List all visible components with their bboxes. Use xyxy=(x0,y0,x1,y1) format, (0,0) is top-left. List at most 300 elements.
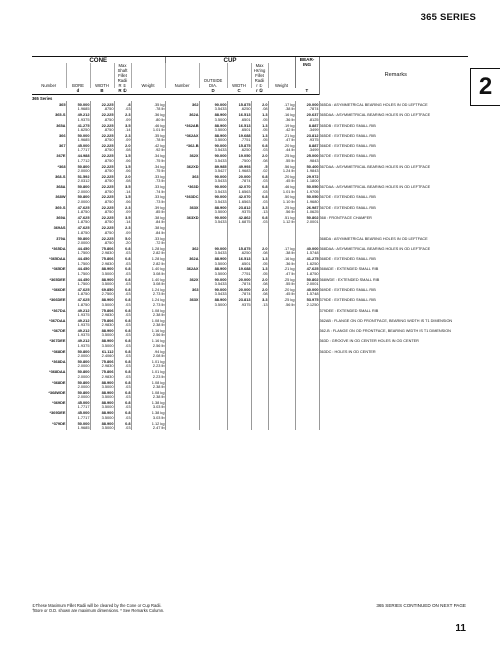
cone-width-value: 22.225 xyxy=(90,194,114,200)
housing-fillet-value: .05 xyxy=(251,262,268,266)
cone-width-value: 88.900 xyxy=(90,410,114,416)
bore-value: 47.625 xyxy=(66,286,90,292)
shaft-fillet-value: .03 xyxy=(114,251,131,255)
bearing-width-value: 20.000 xyxy=(295,101,319,107)
cone-width-value: 3.5000 xyxy=(90,272,114,276)
shaft-fillet-value: 2.3 xyxy=(114,225,131,231)
cone-weight-value: 1.08 kg xyxy=(131,389,165,395)
bore-value: 1.6250 xyxy=(66,128,90,132)
shaft-fillet-value: 0.8 xyxy=(114,369,131,375)
cup-weight-value: .36 lb xyxy=(268,262,295,266)
shaft-fillet-value: 0.8 xyxy=(114,328,131,334)
cup-number: *362AB xyxy=(165,122,199,128)
cone-number: 368A xyxy=(56,184,66,190)
cup-weight-value: .44 lb xyxy=(268,148,295,152)
cone-width-value: 3.5000 xyxy=(90,344,114,348)
cup-width-value: 19.050 xyxy=(227,153,251,159)
cone-width-value: 75.806 xyxy=(90,369,114,375)
bearing-width-value: 50.400 xyxy=(295,163,319,169)
cup-number: 362 xyxy=(165,101,199,107)
od-value: 90.000 xyxy=(199,101,227,107)
cup-weight-value: .38 lb xyxy=(268,107,295,111)
cup-weight-value: .38 lb xyxy=(268,251,295,255)
cup-width-value: 1.6875 xyxy=(227,220,251,224)
cone-width-value: .8750 xyxy=(90,138,114,142)
cup-width-value xyxy=(227,426,251,430)
bearing-width-value: .3499 xyxy=(295,128,319,132)
bore-value: 50.800 xyxy=(66,379,90,385)
cone-weight-value: 1.01 lb xyxy=(131,128,165,132)
cone-number: 379A xyxy=(56,235,66,241)
cone-width-value: .8750 xyxy=(90,220,114,224)
housing-fillet-value: .08 xyxy=(251,251,268,255)
bore-value: 45.000 xyxy=(66,142,90,148)
remarks-cell: 379DEE : EXTENDED SMALL RIB xyxy=(319,307,468,317)
cone-width-value: 2.7500 xyxy=(90,292,114,296)
cone-weight-value: 2.56 lb xyxy=(131,333,165,337)
bearing-width-value: 1.9680 xyxy=(295,200,319,204)
od-value: 3.5000 xyxy=(199,262,227,266)
cup-number: *362-B xyxy=(165,142,199,148)
shaft-fillet-value: .06 xyxy=(114,169,131,173)
cup-weight-value: .56 kg xyxy=(268,163,295,169)
cup-weight-value: .19 kg xyxy=(268,122,295,128)
bore-value: 1.8750 xyxy=(66,220,90,224)
cup-weight-value: 1.12 lb xyxy=(268,220,295,224)
cone-weight-value: 3.03 lb xyxy=(131,405,165,409)
remarks-cell: 368ADE : EXTENDED SMALL RIB xyxy=(319,266,468,276)
bore-value: 1.9685 xyxy=(66,426,90,430)
housing-fillet-value: .05 xyxy=(251,118,268,122)
bore-value: 50.800 xyxy=(66,369,90,375)
cup-weight-value: .25 kg xyxy=(268,276,295,282)
housing-fillet-value: .05 xyxy=(251,138,268,142)
housing-fillet-value: 0.8 xyxy=(251,173,268,179)
cone-number: *369DE xyxy=(52,400,66,406)
remarks-cell: 367DE : EXTENDED SMALL RIB xyxy=(319,204,468,214)
remarks-cell: 363DC : HOLES IN OD CENTER xyxy=(319,348,468,358)
shaft-fillet-value: .14 xyxy=(114,220,131,224)
shaft-fillet-value: 0.8 xyxy=(114,266,131,272)
cone-number: *379DE xyxy=(52,420,66,426)
shaft-fillet-header: Max Shaft Fillet Radii R ① xyxy=(114,63,131,88)
remarks-cell: 369DE : EXTENDED SMALL RIB xyxy=(319,286,468,296)
cone-weight-value: .39 kg xyxy=(131,204,165,210)
bearing-width-value: 40.000 xyxy=(295,286,319,292)
cone-width-value: 3.5000 xyxy=(90,416,114,420)
cup-weight-value: .45 lb xyxy=(268,179,295,183)
cup-number: *363D xyxy=(165,184,199,190)
housing-fillet-value: 2.0 xyxy=(251,153,268,159)
bore-value: 1.7717 xyxy=(66,416,90,420)
cone-weight-value: 1.40 kg xyxy=(131,266,165,272)
cone-weight-value: 1.08 kg xyxy=(131,317,165,323)
cone-weight-value: 2.38 lb xyxy=(131,385,165,389)
cone-width-value: 88.900 xyxy=(90,400,114,406)
cone-number: *368DE xyxy=(52,379,66,385)
cone-width-header: WIDTH xyxy=(90,63,114,88)
cone-width-value: 88.900 xyxy=(90,420,114,426)
remarks-cell xyxy=(319,400,468,410)
cup-number: 362AX xyxy=(165,266,199,272)
cone-weight-value: 1.28 kg xyxy=(131,245,165,251)
remarks-cell: 367DAA : ASYMMETRICAL BEARING HOLES IN OD LEFTFACE xyxy=(319,184,468,194)
od-value: 3.5000 xyxy=(199,303,227,307)
housing-fillet-value: .03 xyxy=(251,200,268,204)
cup-width-value: 20.000 xyxy=(227,286,251,292)
housing-fillet-value: 1.3 xyxy=(251,112,268,118)
cone-weight-value: .84 lb xyxy=(131,220,165,224)
cone-weight-value: 3.08 lb xyxy=(131,272,165,276)
bore-value: 50.800 xyxy=(66,194,90,200)
cone-weight-value: .33 kg xyxy=(131,184,165,190)
cone-width-value: 2.9830 xyxy=(90,375,114,379)
cup-width-value: 20.000 xyxy=(227,173,251,179)
footnotes xyxy=(32,603,164,613)
housing-fillet-value: 1.3 xyxy=(251,132,268,138)
shaft-fillet-value: .8 xyxy=(114,101,131,107)
cone-width-value: 2.9830 xyxy=(90,262,114,266)
cup-width-value: 16.513 xyxy=(227,112,251,118)
cone-number-header: Number xyxy=(41,83,57,88)
cone-width-value: .8750 xyxy=(90,169,114,173)
housing-fillet-value xyxy=(251,426,268,430)
housing-fillet-value: .13 xyxy=(251,303,268,307)
bore-value: 1.8750 xyxy=(66,231,90,235)
shaft-fillet-value: 0.8 xyxy=(114,286,131,292)
bearing-width-value: 8.887 xyxy=(295,142,319,148)
od-value: 3.5433 xyxy=(199,251,227,255)
shaft-fillet-value: 2.3 xyxy=(114,204,131,210)
cone-number: *367DAA xyxy=(49,317,66,323)
cup-weight-value: .25 kg xyxy=(268,153,295,159)
housing-fillet-value: .5 xyxy=(251,163,268,169)
symbol-C: C xyxy=(227,88,251,95)
cone-width-value: 75.806 xyxy=(90,307,114,313)
od-value: 90.000 xyxy=(199,142,227,148)
remarks-cell: 362AB : FLANGE ON OD FRONTFACE, BEARING WIDTH IS T1 DIMENSION xyxy=(319,317,468,327)
cup-width-value: 15.875 xyxy=(227,245,251,251)
shaft-fillet-value: 2.3 xyxy=(114,112,131,118)
bore-value: 45.000 xyxy=(66,410,90,416)
bore-value: 44.450 xyxy=(66,256,90,262)
bore-value: 1.7500 xyxy=(66,262,90,266)
shaft-fillet-value: .06 xyxy=(114,159,131,163)
cone-width-value: 75.806 xyxy=(90,317,114,323)
shaft-fillet-value: .03 xyxy=(114,344,131,348)
od-value: 3.5433 xyxy=(199,282,227,286)
shaft-fillet-value: .03 xyxy=(114,426,131,430)
shaft-fillet-value: 0.8 xyxy=(114,338,131,344)
cup-weight-value: .56 lb xyxy=(268,210,295,214)
cone-width-value: 88.900 xyxy=(90,389,114,395)
cone-number: *367DA xyxy=(51,307,66,313)
cup-width-value: .7874 xyxy=(227,292,251,296)
cone-weight-value: 2.82 lb xyxy=(131,251,165,255)
bore-value: 1.9375 xyxy=(66,313,90,317)
od-value: 3.5000 xyxy=(199,128,227,132)
remarks-cell: 367DE : EXTENDED SMALL RIB xyxy=(319,194,468,204)
bore-value: 50.000 xyxy=(66,132,90,138)
od-value: 90.000 xyxy=(199,173,227,179)
housing-fillet-value: 2.0 xyxy=(251,245,268,251)
bore-value: 47.625 xyxy=(66,214,90,220)
bore-value: 2.0000 xyxy=(66,385,90,389)
cup-number: 362A xyxy=(165,256,199,262)
cone-weight-value: 2.56 lb xyxy=(131,344,165,348)
cone-weight-value: .74 lb xyxy=(131,190,165,194)
cone-header: CONE xyxy=(32,57,165,64)
cup-width-value: 42.070 xyxy=(227,194,251,200)
cone-weight-value: .42 kg xyxy=(131,142,165,148)
shaft-fillet-value: 0.8 xyxy=(114,317,131,323)
housing-fillet-value: 1.3 xyxy=(251,122,268,128)
shaft-fillet-value: 3.5 xyxy=(114,122,131,128)
cone-width-value: 22.225 xyxy=(90,132,114,138)
housing-fillet-value: .08 xyxy=(251,282,268,286)
bore-value: 1.9375 xyxy=(66,344,90,348)
shaft-fillet-value: .03 xyxy=(114,395,131,399)
symbol-B: B xyxy=(90,88,114,95)
cup-weight-value: .20 kg xyxy=(268,173,295,179)
shaft-fillet-value: .03 xyxy=(114,272,131,276)
bearing-width-value: .8125 xyxy=(295,118,319,122)
shaft-fillet-value: .14 xyxy=(114,190,131,194)
cone-number: *368DA xyxy=(51,358,66,364)
shaft-fillet-value: 3.5 xyxy=(114,214,131,220)
cup-number: 363 xyxy=(165,286,199,292)
od-value: 90.000 xyxy=(199,276,227,282)
housing-fillet-value: 0.8 xyxy=(251,194,268,200)
od-value: 3.5433 xyxy=(199,107,227,111)
od-value: 88.900 xyxy=(199,297,227,303)
shaft-fillet-value: .03 xyxy=(114,292,131,296)
bore-value: 44.450 xyxy=(66,276,90,282)
shaft-fillet-value: .03 xyxy=(114,323,131,327)
od-value: 3.5433 xyxy=(199,179,227,183)
cup-width-value: .7874 xyxy=(227,179,251,183)
housing-fillet-value: 2.0 xyxy=(251,276,268,282)
bearing-width-value: 1.5748 xyxy=(295,292,319,296)
shaft-fillet-value: 0.8 xyxy=(114,297,131,303)
bore-value: 2.0312 xyxy=(66,179,90,183)
bore-value: 51.592 xyxy=(66,173,90,179)
cup-width-value: 16.513 xyxy=(227,122,251,128)
cup-width-value: 19.688 xyxy=(227,132,251,138)
bearing-width-value: 23.812 xyxy=(295,132,319,138)
cone-weight-header: Weight xyxy=(131,63,165,88)
cone-width-value: 88.900 xyxy=(90,276,114,282)
shaft-fillet-value: .03 xyxy=(114,303,131,307)
bearing-width-value: 50.050 xyxy=(295,184,319,190)
cone-width-value: 22.225 xyxy=(90,184,114,190)
housing-fillet-value: .13 xyxy=(251,210,268,214)
cone-width-value: .8750 xyxy=(90,231,114,235)
bore-value: 45.000 xyxy=(66,400,90,406)
shaft-fillet-value: .20 xyxy=(114,241,131,245)
shaft-fillet-value: .03 xyxy=(114,354,131,358)
cone-width-value: 88.900 xyxy=(90,266,114,272)
bore-value: 2.0000 xyxy=(66,200,90,204)
remarks-cell: 365DE : EXTENDED SMALL RIB xyxy=(319,132,468,142)
cone-weight-value: 1.01 kg xyxy=(131,358,165,364)
cone-number: *365DE xyxy=(52,266,66,272)
bore-value: 2.0000 xyxy=(66,190,90,194)
cone-number: *368WDE xyxy=(48,389,66,395)
cup-width-value: .7751 xyxy=(227,138,251,142)
cone-weight-value: 3.08 lb xyxy=(131,282,165,286)
chapter-tab: 2 xyxy=(470,68,500,106)
cone-number: 369AS xyxy=(53,225,66,231)
housing-fillet-value: .03 xyxy=(251,220,268,224)
page-number: 11 xyxy=(455,623,466,634)
cup-weight-header: Weight xyxy=(268,63,295,88)
od-value: 3.5433 xyxy=(199,148,227,152)
cone-weight-value: 1.01 kg xyxy=(131,369,165,375)
cup-weight-value: .17 kg xyxy=(268,245,295,251)
bearing-width-value: 41.275 xyxy=(295,256,319,262)
cone-width-value: 22.225 xyxy=(90,153,114,159)
bearing-width-value: 2.0001 xyxy=(295,282,319,286)
cup-width-value: .9375 xyxy=(227,303,251,307)
remarks-cell: 368WDE : EXTENDED SMALL RIB xyxy=(319,276,468,286)
cone-width-value: 2.9830 xyxy=(90,323,114,327)
shaft-fillet-value: .03 xyxy=(114,333,131,337)
cone-weight-value: .84 lb xyxy=(131,231,165,235)
bore-value: 1.7500 xyxy=(66,282,90,286)
remarks-cell xyxy=(319,420,468,430)
cup-number: 362X xyxy=(165,153,199,159)
housing-fillet-value: 0.8 xyxy=(251,184,268,190)
bore-value: 1.7712 xyxy=(66,159,90,163)
cone-width-value: 2.9830 xyxy=(90,313,114,317)
remarks-cell: 379DE : EXTENDED SMALL RIB xyxy=(319,297,468,307)
bore-value: 50.800 xyxy=(66,348,90,354)
cone-width-value: 88.900 xyxy=(90,338,114,344)
cone-number: *365DA xyxy=(51,245,66,251)
shaft-fillet-value: 5.0 xyxy=(114,235,131,241)
cup-number: *362AX xyxy=(165,132,199,138)
housing-fillet-value: 2.0 xyxy=(251,101,268,107)
cone-width-value: 69.850 xyxy=(90,286,114,292)
cone-width-value: .8750 xyxy=(90,200,114,204)
bearing-spec-table xyxy=(32,56,468,430)
cone-weight-value: 2.73 lb xyxy=(131,292,165,296)
bore-value: 49.212 xyxy=(66,307,90,313)
cup-width-header: WIDTH xyxy=(227,63,251,88)
bearing-width-value: 1.5748 xyxy=(295,251,319,255)
cup-width-value: 49.993 xyxy=(227,163,251,169)
bore-value: 2.0000 xyxy=(66,395,90,399)
od-value: 89.985 xyxy=(199,163,227,169)
cup-weight-value: .16 kg xyxy=(268,256,295,262)
cone-width-value: 2.9830 xyxy=(90,364,114,368)
cone-width-value: 75.806 xyxy=(90,358,114,364)
footnote-fillet: ①These Maximum Fillet Radii will be cleared by the Cone or Cup Radii. xyxy=(32,603,162,608)
bore-value: 1.7717 xyxy=(66,148,90,152)
symbol-T: T xyxy=(295,88,319,95)
cup-width-value: 1.9683 xyxy=(227,169,251,173)
bore-value: 2.0000 xyxy=(66,354,90,358)
cone-weight-value: 1.08 kg xyxy=(131,307,165,313)
bore-value: 1.9375 xyxy=(66,333,90,337)
cone-weight-value: .46 kg xyxy=(131,122,165,128)
cone-number: 365A xyxy=(56,122,66,128)
housing-fillet-value: 1.3 xyxy=(251,266,268,272)
cup-number: 362A xyxy=(165,112,199,118)
bore-value: 1.7500 xyxy=(66,251,90,255)
cone-width-value: .8750 xyxy=(90,190,114,194)
housing-fillet-value: .05 xyxy=(251,128,268,132)
cup-width-value: 42.862 xyxy=(227,214,251,220)
od-value: 88.900 xyxy=(199,112,227,118)
cup-width-value: 15.875 xyxy=(227,101,251,107)
cone-width-value: 61.112 xyxy=(90,348,114,354)
bore-value: 2.0000 xyxy=(66,169,90,173)
remarks-cell: 368DAA : ASYMMETRICAL BEARING HOLES IN OD LEFTFACE xyxy=(319,245,468,255)
cone-width-value: 22.225 xyxy=(90,204,114,210)
cone-weight-value: 1.08 kg xyxy=(131,379,165,385)
cup-width-value: 23.812 xyxy=(227,204,251,210)
housing-fillet-value: .08 xyxy=(251,159,268,163)
bearing-width-value: .9375 xyxy=(295,138,319,142)
shaft-fillet-value: .14 xyxy=(114,128,131,132)
remarks-cell: 363D : GROOVE IN OD CENTER HOLES IN OD CENTER xyxy=(319,338,468,348)
housing-fillet-value: .08 xyxy=(251,107,268,111)
shaft-fillet-value: 0.8 xyxy=(114,307,131,313)
shaft-fillet-value: .03 xyxy=(114,262,131,266)
shaft-fillet-value: 2.0 xyxy=(114,173,131,179)
cone-weight-value: .78 lb xyxy=(131,107,165,111)
cup-weight-value: 1.01 lb xyxy=(268,190,295,194)
cone-weight-value: .38 kg xyxy=(131,225,165,231)
cone-weight-value: .72 lb xyxy=(131,241,165,245)
cone-weight-value: 1.12 kg xyxy=(131,420,165,426)
cone-weight-value: .75 lb xyxy=(131,159,165,163)
shaft-fillet-value: .06 xyxy=(114,200,131,204)
cone-width-value: 88.900 xyxy=(90,379,114,385)
bearing-width-value: .9843 xyxy=(295,159,319,163)
remarks-cell: 368DE : EXTENDED SMALL RIB xyxy=(319,256,468,266)
cup-weight-value: .46 kg xyxy=(268,184,295,190)
shaft-fillet-value: 1.5 xyxy=(114,153,131,159)
shaft-fillet-value: 0.8 xyxy=(114,420,131,426)
cone-width-value: 22.225 xyxy=(90,214,114,220)
od-value: 3.5433 xyxy=(199,220,227,224)
cone-weight-value: 1.24 kg xyxy=(131,286,165,292)
bore-value: 44.450 xyxy=(66,266,90,272)
cup-weight-value: .47 lb xyxy=(268,272,295,276)
cone-width-value: 88.900 xyxy=(90,297,114,303)
bearing-width-value xyxy=(295,426,319,430)
cone-weight-value: .38 kg xyxy=(131,214,165,220)
cone-weight-value: 3.03 lb xyxy=(131,416,165,420)
bearing-width-value: 29.972 xyxy=(295,173,319,179)
cone-width-value: 3.5000 xyxy=(90,395,114,399)
housing-fillet-value: .03 xyxy=(251,148,268,152)
shaft-fillet-value: 0.8 xyxy=(114,358,131,364)
bearing-width-value: 1.0625 xyxy=(295,210,319,214)
cone-number: *367DE xyxy=(52,328,66,334)
cone-weight-value: .34 kg xyxy=(131,163,165,169)
cone-width-value: .8750 xyxy=(90,241,114,245)
shaft-fillet-value: .08 xyxy=(114,179,131,183)
cone-width-value: 75.806 xyxy=(90,245,114,251)
bearing-width-value: 26.987 xyxy=(295,204,319,210)
shaft-fillet-value: .09 xyxy=(114,210,131,214)
cone-weight-value: .34 kg xyxy=(131,153,165,159)
cup-width-value: 1.6563 xyxy=(227,200,251,204)
